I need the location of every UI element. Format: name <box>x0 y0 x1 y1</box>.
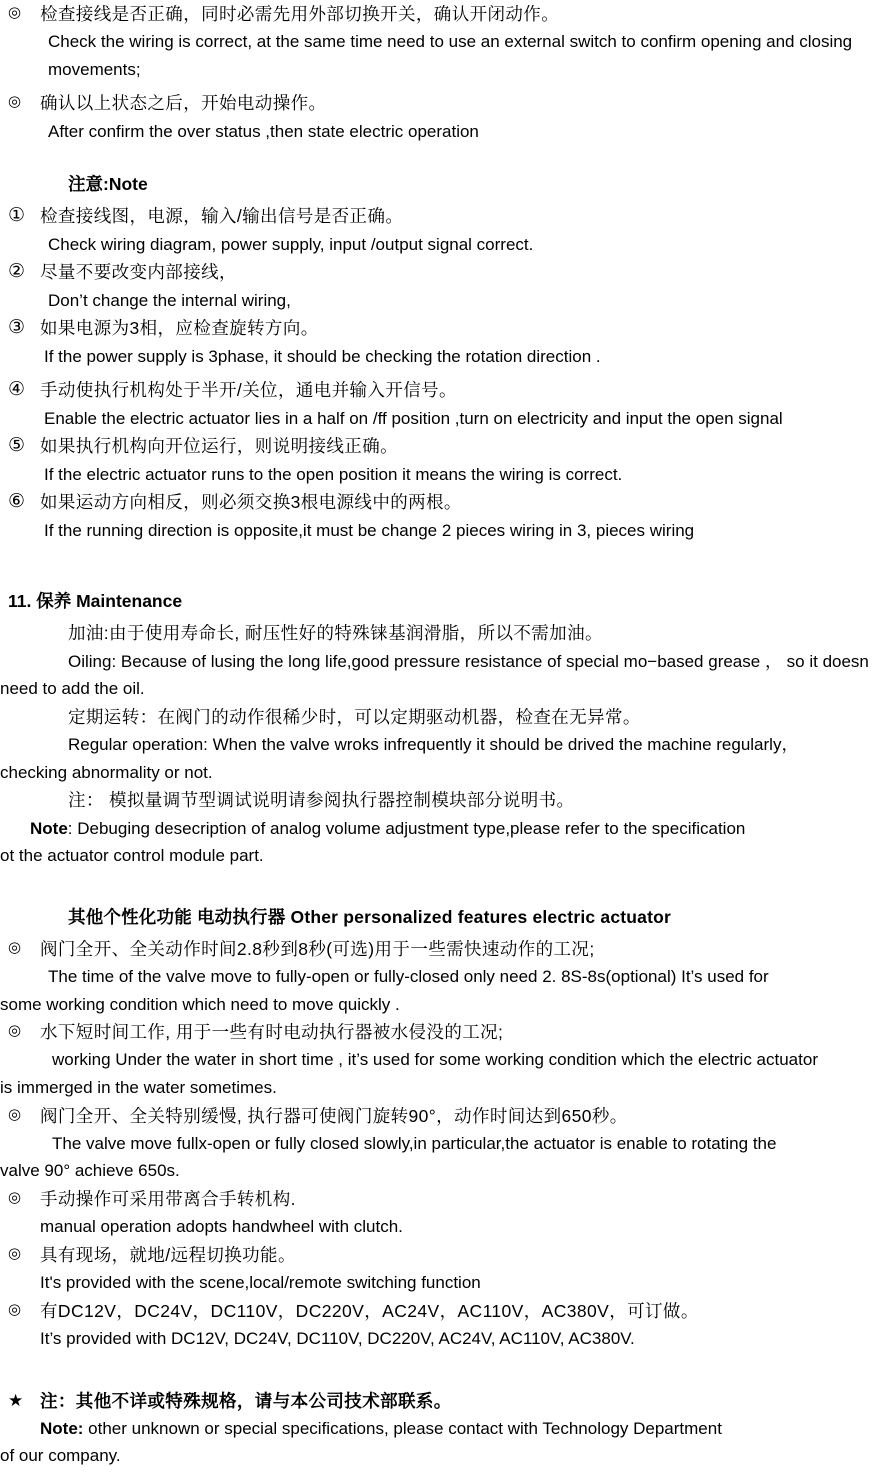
feature-2-en-cont: is immerged in the water sometimes. <box>0 1077 277 1097</box>
note-item-4-en: Enable the electric actuator lies in a half on /ff position ,turn on electricity and input the open signal <box>44 408 783 428</box>
regular-operation-en-cont: checking abnormality or not. <box>0 762 213 782</box>
footer-note <box>0 1387 890 1415</box>
feature-4-cn: 手动操作可采用带离合手转机构. <box>40 1188 296 1209</box>
feature-3-en: The valve move fullx-open or fully closed slowly,in particular,the actuator is enable to rotating the <box>52 1133 777 1153</box>
note-item-1-cn: 检查接线图，电源，输入/输出信号是否正确。 <box>40 206 404 227</box>
diamond-icon: ◎ <box>8 1105 22 1123</box>
diamond-icon: ◎ <box>8 938 22 956</box>
note-item-5-cn: 如果执行机构向开位运行，则说明接线正确。 <box>40 436 398 457</box>
list-item <box>0 314 890 343</box>
note-item-5-en: If the electric actuator runs to the open position it means the wiring is correct. <box>44 464 623 484</box>
circled-number-1-icon: ① <box>8 205 26 227</box>
footer-note-en-cont: of our company. <box>0 1446 121 1466</box>
list-item <box>0 1297 890 1325</box>
note-item-2-cn: 尽量不要改变内部接线， <box>40 262 237 283</box>
circled-number-5-icon: ⑤ <box>8 435 26 457</box>
list-item <box>0 1185 890 1213</box>
feature-5-cn: 具有现场，就地/远程切换功能。 <box>40 1244 296 1265</box>
list-item <box>0 376 890 405</box>
circled-number-6-icon: ⑥ <box>8 491 26 513</box>
list-item <box>0 202 890 231</box>
oiling-cn: 加油:由于使用寿命长, 耐压性好的特殊铼基润滑脂，所以不需加油。 <box>68 623 603 644</box>
top-item2-cn: 确认以上状态之后，开始电动操作。 <box>40 93 327 114</box>
feature-4-en: manual operation adopts handwheel with clutch. <box>40 1217 403 1237</box>
diamond-icon: ◎ <box>8 1022 22 1040</box>
circled-number-2-icon: ② <box>8 261 26 283</box>
feature-2-en: working Under the water in short time , it’s used for some working condition which the electric actuator <box>52 1050 818 1070</box>
list-item <box>0 1241 890 1269</box>
diamond-icon: ◎ <box>8 1188 22 1206</box>
section-heading-maintenance: 11. 保养 Maintenance <box>8 591 183 612</box>
maintenance-note-en-text: : Debuging desecription of analog volume adjustment type,please refer to the specification <box>67 818 746 838</box>
maintenance-note-cn: 注： 模拟量调节型调试说明请参阅执行器控制模块部分说明书。 <box>68 790 575 811</box>
feature-6-en: It’s provided with DC12V, DC24V, DC110V, DC220V, AC24V, AC110V, AC380V. <box>40 1329 635 1348</box>
top-item1-en: Check the wiring is correct, at the same time need to use an external switch to confirm opening and closing movements; <box>48 32 853 79</box>
diamond-icon: ◎ <box>8 93 22 111</box>
diamond-icon: ◎ <box>8 1244 22 1262</box>
list-item <box>0 1018 890 1046</box>
diamond-icon: ◎ <box>8 4 22 21</box>
maintenance-note-en-cont: ot the actuator control module part. <box>0 846 264 866</box>
footer-note-label: Note: <box>40 1418 84 1438</box>
note-item-3-cn: 如果电源为3相，应检查旋转方向。 <box>40 318 319 339</box>
note-item-3-en: If the power supply is 3phase, it should be checking the rotation direction . <box>44 346 601 366</box>
note-item-2-en: Don’t change the internal wiring, <box>48 290 291 310</box>
circled-number-3-icon: ③ <box>8 317 26 339</box>
note-item-4-cn: 手动使执行机构处于半开/关位，通电并输入开信号。 <box>40 380 457 401</box>
list-item <box>0 935 890 963</box>
oiling-en: Oiling: Because of lusing the long life,good pressure resistance of special mo−based grease ， so it doesn <box>68 651 869 671</box>
note-item-6-cn: 如果运动方向相反，则必须交换3根电源线中的两根。 <box>40 492 462 513</box>
list-item <box>0 488 890 517</box>
top-item2-en: After confirm the over status ,then state electric operation <box>48 121 479 141</box>
section-heading-features: 其他个性化功能 电动执行器 Other personalized features electric actuator <box>68 906 672 927</box>
feature-3-en-cont: valve 90° achieve 650s. <box>0 1161 180 1181</box>
note-item-6-en: If the running direction is opposite,it must be change 2 pieces wiring in 3, pieces wiring <box>44 520 695 540</box>
oiling-en-cont: need to add the oil. <box>0 679 145 699</box>
top-item1-cn: 检查接线是否正确，同时必需先用外部切换开关，确认开闭动作。 <box>40 4 560 24</box>
feature-6-cn: 有DC12V，DC24V，DC110V，DC220V，AC24V，AC110V，AC380V，可订做。 <box>40 1300 699 1321</box>
feature-5-en: It's provided with the scene,local/remote switching function <box>40 1273 481 1293</box>
note-item-1-en: Check wiring diagram, power supply, input /output signal correct. <box>48 234 534 254</box>
feature-3-cn: 阀门全开、全关特别缓慢, 执行器可使阀门旋转90°，动作时间达到650秒。 <box>40 1105 628 1126</box>
footer-note-cn: 注：其他不详或特殊规格，请与本公司技术部联系。 <box>40 1390 452 1411</box>
feature-2-cn: 水下短时间工作, 用于一些有时电动执行器被水侵没的工况; <box>40 1022 504 1043</box>
list-item <box>0 89 890 117</box>
list-item <box>0 0 890 28</box>
regular-operation-en: Regular operation: When the valve wroks infrequently it should be drived the machine regularly， <box>68 735 799 755</box>
list-item <box>0 1102 890 1130</box>
regular-operation-cn: 定期运转：在阀门的动作很稀少时，可以定期驱动机器，检查在无异常。 <box>68 706 641 727</box>
list-item <box>0 432 890 461</box>
maintenance-note-en <box>0 815 890 843</box>
circled-number-4-icon: ④ <box>8 379 26 401</box>
note-heading: 注意:Note <box>68 174 148 195</box>
feature-1-cn: 阀门全开、全关动作时间2.8秒到8秒(可选)用于一些需快速动作的工况; <box>40 938 595 959</box>
maintenance-note-label: Note <box>30 818 68 838</box>
diamond-icon: ◎ <box>8 1300 22 1318</box>
star-icon: ★ <box>8 1390 24 1410</box>
feature-1-en-cont: some working condition which need to move quickly . <box>0 994 400 1014</box>
feature-1-en: The time of the valve move to fully-open or fully-closed only need 2. 8S-8s(optional) It’s used for <box>48 967 769 987</box>
footer-note-en <box>0 1415 890 1443</box>
list-item <box>0 258 890 287</box>
footer-note-en-text: other unknown or special specifications, please contact with Technology Department <box>83 1418 722 1438</box>
